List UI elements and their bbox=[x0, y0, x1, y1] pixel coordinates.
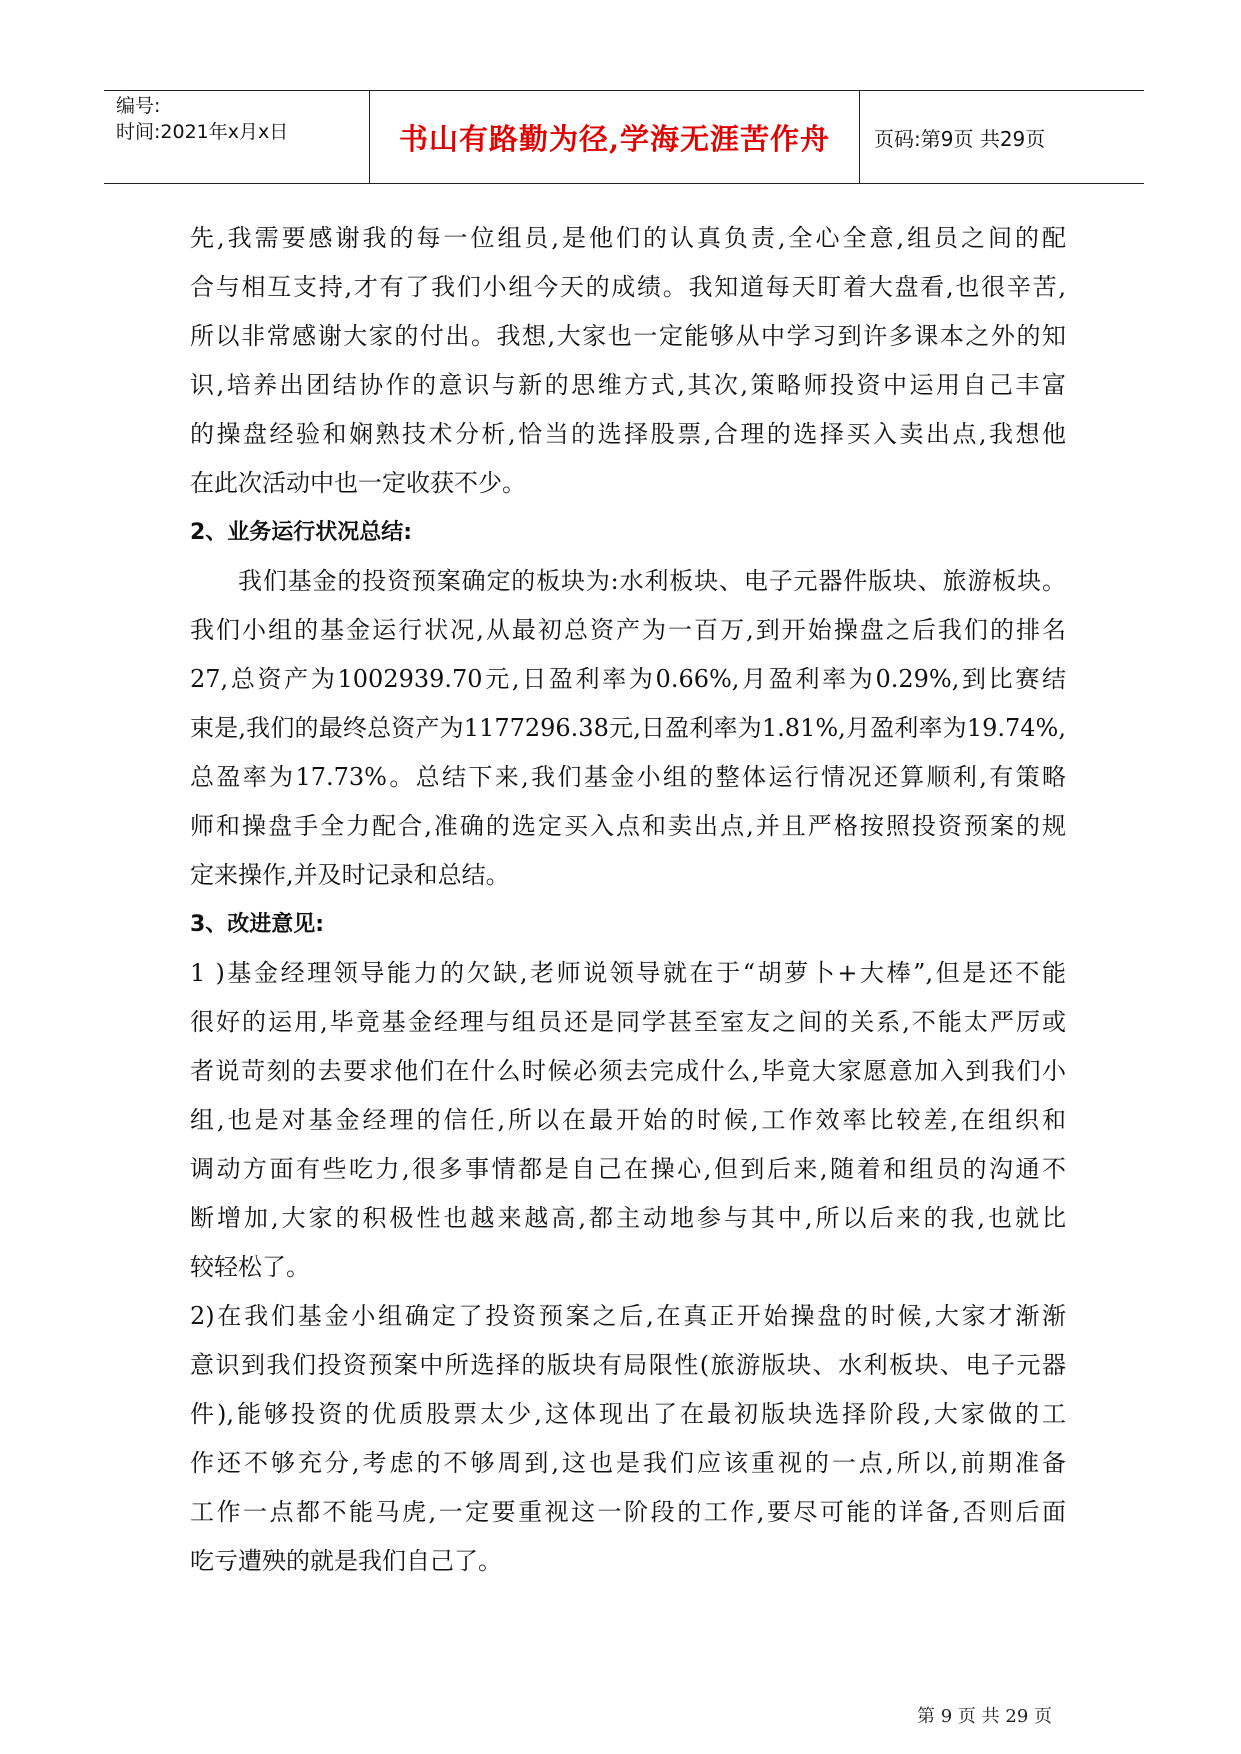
header-meta bbox=[104, 91, 370, 183]
text-line: 断增加,大家的积极性也越来越高,都主动地参与其中,所以后来的我,也就比 bbox=[190, 1204, 1066, 1232]
header-motto: 书山有路勤为径,学海无涯苦作舟 bbox=[370, 91, 860, 183]
paragraph-2 bbox=[190, 557, 1066, 900]
text-line: 件),能够投资的优质股票太少,这体现出了在最初版块选择阶段,大家做的工 bbox=[190, 1400, 1066, 1428]
text-line: 定来操作,并及时记录和总结。 bbox=[190, 861, 510, 889]
document-body bbox=[190, 214, 1066, 1586]
text-line: 识,培养出团结协作的意识与新的思维方式,其次,策略师投资中运用自己丰富 bbox=[190, 371, 1066, 399]
text-line: 所以非常感谢大家的付出。我想,大家也一定能够从中学习到许多课本之外的知 bbox=[190, 322, 1066, 350]
text-line: 束是,我们的最终总资产为1177296.38元,日盈利率为1.81%,月盈利率为19.74%, bbox=[190, 714, 1066, 742]
text-line: 先,我需要感谢我的每一位组员,是他们的认真负责,全心全意,组员之间的配 bbox=[190, 224, 1066, 252]
text-line: 总盈率为17.73%。总结下来,我们基金小组的整体运行情况还算顺利,有策略 bbox=[190, 763, 1066, 791]
text-line: 意识到我们投资预案中所选择的版块有局限性(旅游版块、水利板块、电子元器 bbox=[190, 1351, 1066, 1379]
text-line: 27,总资产为1002939.70元,日盈利率为0.66%,月盈利率为0.29%,到比赛结 bbox=[190, 665, 1066, 693]
header-page-info: 页码:第9页 共29页 bbox=[874, 126, 1046, 151]
text-line: 我们小组的基金运行状况,从最初总资产为一百万,到开始操盘之后我们的排名 bbox=[190, 616, 1066, 644]
text-line: 2)在我们基金小组确定了投资预案之后,在真正开始操盘的时候,大家才渐渐 bbox=[190, 1302, 1066, 1330]
paragraph-3 bbox=[190, 949, 1066, 1292]
document-number-label: 编号: bbox=[116, 95, 161, 117]
text-line: 很好的运用,毕竟基金经理与组员还是同学甚至室友之间的关系,不能太严厉或 bbox=[190, 1008, 1066, 1036]
text-line: 的操盘经验和娴熟技术分析,恰当的选择股票,合理的选择买入卖出点,我想他 bbox=[190, 420, 1066, 448]
page-header bbox=[104, 90, 1144, 184]
section-heading-2: 2、业务运行状况总结: bbox=[190, 520, 413, 545]
paragraph-4 bbox=[190, 1292, 1066, 1586]
text-line: 调动方面有些吃力,很多事情都是自己在操心,但到后来,随着和组员的沟通不 bbox=[190, 1155, 1066, 1183]
text-line: 在此次活动中也一定收获不少。 bbox=[190, 469, 526, 497]
text-line: 者说苛刻的去要求他们在什么时候必须去完成什么,毕竟大家愿意加入到我们小 bbox=[190, 1057, 1066, 1085]
text-line: 较轻松了。 bbox=[190, 1253, 310, 1281]
page-footer: 第 9 页 共 29 页 bbox=[917, 1706, 1052, 1727]
text-line: 组,也是对基金经理的信任,所以在最开始的时候,工作效率比较差,在组织和 bbox=[190, 1106, 1066, 1134]
text-line: 师和操盘手全力配合,准确的选定买入点和卖出点,并且严格按照投资预案的规 bbox=[190, 812, 1066, 840]
text-line: 工作一点都不能马虎,一定要重视这一阶段的工作,要尽可能的详备,否则后面 bbox=[190, 1498, 1066, 1526]
text-line: 作还不够充分,考虑的不够周到,这也是我们应该重视的一点,所以,前期准备 bbox=[190, 1449, 1066, 1477]
document-time-label: 时间:2021年x月x日 bbox=[116, 121, 289, 143]
section-heading-3: 3、改进意见: bbox=[190, 912, 325, 937]
paragraph-1 bbox=[190, 214, 1066, 508]
text-line: 我们基金的投资预案确定的板块为:水利板块、电子元器件版块、旅游板块。 bbox=[238, 567, 1066, 595]
text-line: 合与相互支持,才有了我们小组今天的成绩。我知道每天盯着大盘看,也很辛苦, bbox=[190, 273, 1066, 301]
text-line: 1 )基金经理领导能力的欠缺,老师说领导就在于“胡萝卜+大棒”,但是还不能 bbox=[190, 959, 1066, 987]
text-line: 吃亏遭殃的就是我们自己了。 bbox=[190, 1547, 502, 1575]
